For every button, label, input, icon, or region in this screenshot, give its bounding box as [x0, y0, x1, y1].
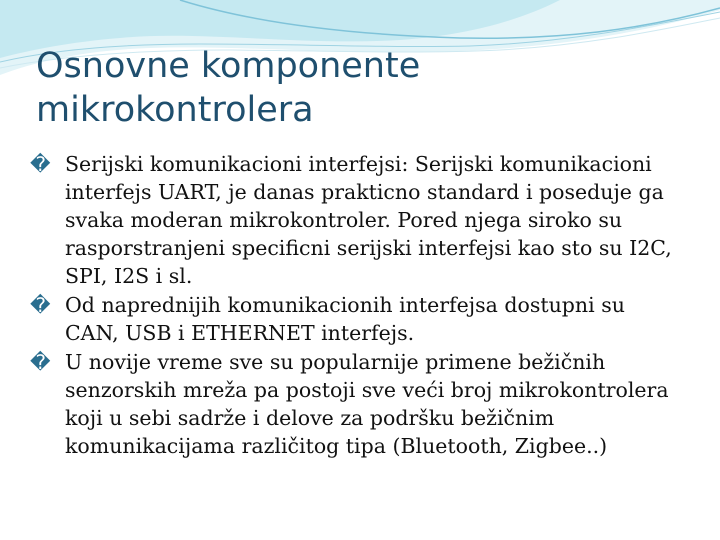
list-item	[30, 150, 680, 290]
list-item	[30, 291, 680, 347]
bullet-marker-icon: �	[30, 350, 51, 374]
title-line-1: Osnovne komponente	[36, 46, 421, 86]
bullet-marker-icon: �	[30, 293, 51, 317]
bullet-list	[30, 150, 680, 461]
list-item	[30, 348, 680, 460]
title-line-2: mikrokontrolera	[36, 90, 314, 130]
bullet-text: Serijski komunikacioni interfejsi: Serijski komunikacioni interfejs UART, je danas prakticno standard i poseduje ga svaka moderan mikrokontroler. Pored njega siroko su rasporstranjeni specificni serijski interfejsi kao sto su I2C, SPI, I2S i sl.	[65, 152, 672, 288]
bullet-text: Od naprednijih komunikacionih interfejsa dostupni su CAN, USB i ETHERNET interfejs.	[65, 293, 625, 345]
slide-title	[36, 44, 636, 132]
bullet-marker-icon: �	[30, 152, 51, 176]
bullet-text: U novije vreme sve su popularnije primene bežičnih senzorskih mreža pa postoji sve veći broj mikrokontrolera koji u sebi sadrže i delove za podršku bežičnim komunikacijama različitog tipa (Bluetooth, Zigbee..)	[65, 350, 669, 458]
